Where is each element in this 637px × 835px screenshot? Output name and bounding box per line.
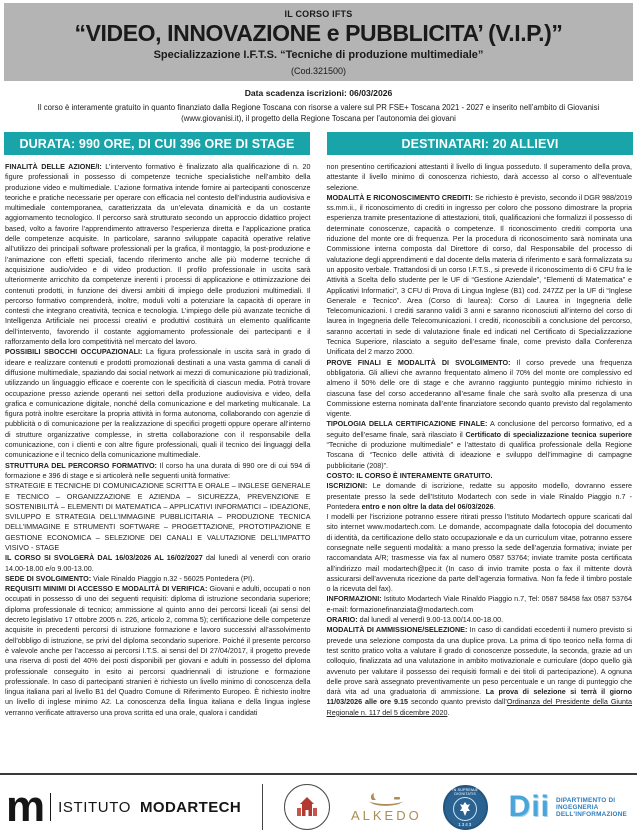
paragraph: ISCRIZIONI: Le domande di iscrizione, redatte su apposito modello, dovranno essere presentate presso la sede dell’Istituto Modartech con sede in viale Rinaldo Piaggio n.7 - Pontedera entro e non oltre la data del 06/03/2026. — [326, 481, 632, 511]
paragraph: MODALITÀ E RICONOSCIMENTO CREDITI: Se richiesto è previsto, secondo il DGR 988/2019 ss.mm.ii., il riconoscimento di crediti in ingresso per coloro che possono dimostrare la propria esperienza tramite presentazione di attestazioni, titoli, qualificazioni che formalizzi il possesso di determinate conoscenze, capacità o competenze. Il riconoscimento crediti comporta una riduzione del monte ore di frequenza. Per la procedura di riconoscimento sarà nominata una Commissione interna composta dal Direttore di corso, dal Responsabile del processo di valutazione degli apprendimenti e dal docente della materia di riferimento e sarà formalizzata su un apposito verbale. Trattandosi di un corso I.F.T.S., si prevede il riconoscimento di 6 CFU fra le Attività a Scelta dello studente per le UF di “Gestione Aziendale”, “Elementi di Matematica” e Applicativi Informatici”, 3 CFU di Prova di Lingua Inglese (B1) cod. 247ZZ per la UF di “Inglese Generale e Tecnico”. Area (Corso di laurea): Corso di Laurea in Ingegneria delle Telecomunicazioni. I crediti saranno validi 3 anni e saranno riconosciuti all’interno del corso di laurea in Ingegneria delle Telecomunicazioni. I crediti, riconoscibili a conclusione del percorso, saranno accertati in sede di valutazione finale ed indicati nel Certificato di Specializzazione Tecnica Superiore, rilasciato a seguito dell’esame finale, come previsto dalla Conferenza Unificata del 2 marzo 2000. — [326, 192, 632, 357]
paragraph: FINALITÀ DELLE AZIONE/I: L’intervento formativo è finalizzato alla qualificazione di n. 20 figure professionali in possesso di competenze tecniche specialistiche nell’ambito della produzione video e multimediale. L’azione formativa intende fornire ai partecipanti conoscenze teoriche e pratiche necessarie per operare con efficacia nel contesto dell’industria audiovisiva e multimediale contemporanea, caratterizzata da un’elevata dinamicità e da un costante aggiornamento tecnologico. Il percorso sarà strutturato secondo un approccio didattico project based, volto a favorire l’apprendimento attraverso l’esperienza diretta e l’applicazione pratica delle competenze acquisite. In particolare, saranno sviluppate capacità operative relative all’utilizzo dei principali software professionali per la grafica, il montaggio, la post-produzione e l’animazione con effetti speciali, facendo riferimento anche alle più moderne tecniche di acquisizione audio/video e di video production. Il profilo professionale in uscita sarà ulteriormente arricchito da competenze inerenti i processi di applicazione e ottimizzazione dei contenuti prodotti, in funzione dei diversi ambiti di impiego delle produzioni multimediali. Il percorso formativo comprenderà, inoltre, moduli volti a potenziare la capacità di operare in contesti che integrano creatività, tecnica e tecnologia. L’impiego delle più avanzate tecniche di Intelligenza Artificiale nei processi creativi e produttivi costituirà un elemento qualificante dell’intervento, favorendo il costante aggiornamento professionale dei partecipanti e il rafforzamento della loro competitività nel mercato del lavoro. — [5, 162, 311, 347]
pisa-seal-icon — [443, 785, 488, 830]
course-kicker: IL CORSO IFTS — [284, 9, 353, 19]
dii-logo — [508, 790, 627, 823]
intro-text: Il corso è interamente gratuito in quanto finanziato dalla Regione Toscana con risorse a valere sul PR FSE+ Toscana 2021 - 2027 e inserito nell’ambito di Giovanisi (www.giovanisi.it), il progetto della Regione Toscana per l’autonomia dei giovani — [37, 103, 600, 123]
course-title: “VIDEO, INNOVAZIONE e PUBBLICITA’ (V.I.P.)” — [74, 20, 563, 46]
pisa-seal-year: 1343 — [458, 821, 473, 827]
recipients-bar: DESTINATARI: 20 ALLIEVI — [327, 132, 633, 155]
paragraph: non presentino certificazioni attestanti il livello di lingua posseduto. Il superamento della prova, attestante il livello minimo di conoscenza richiesto, darà accesso al corso o all’eventuale selezione. — [326, 162, 632, 192]
paragraph: PROVE FINALI E MODALITÀ DI SVOLGIMENTO: Il corso prevede una frequenza obbligatoria. Gli allievi che avranno frequentato almeno il 70% del monte ore complessivo ed almeno il 50% delle ore di stage e che avranno raggiunto punteggio minimo richiesto in ciascuna fase del corso accederanno all’esame finale che sarà svolto alla presenza di una Commissione esterna nominata dall’ente finanziatore secondo quanto previsto dal regolamento vigente. — [326, 357, 632, 419]
section-bars — [4, 132, 633, 155]
dii-label-line2: INGEGNERIA — [556, 803, 599, 811]
paragraph: TIPOLOGIA DELLA CERTIFICAZIONE FINALE: A conclusione del percorso formativo, ed a seguito dell’esame finale, sarà rilasciato il Certificato di specializzazione tecnica superiore “Tecniche di produzione multimediale” e l’attestato di qualifica professionale della Regione Toscana di “Tecnico delle attività di ideazione e sviluppo dell’immagine di campagne pubblicitarie (208)”. — [326, 419, 632, 470]
course-subtitle: Specializzazione I.F.T.S. “Tecniche di produzione multimediale” — [153, 49, 484, 61]
eagle-icon — [458, 801, 472, 817]
paragraph: MODALITÀ DI AMMISSIONE/SELEZIONE: In caso di candidati eccedenti il numero previsto si prevede una selezione composta da una duplice prova. La prima di tipo teorico nella forma di test scritto pratico volta a valutare il grado di conoscenze possedute, la seconda, grazie ad un colloquio, finalizzata ad una valutazione in ambito motivazionale e curriculare (dopo quello già avvenuto per valutare il possesso dei requisiti formali e dei titoli di partecipazione). A ognuna delle prove sarà assegnato preventivamente un peso percentuale e un range di punteggio che darà vita ad una graduatoria di ammissione. La prova di selezione si terrà il giorno 11/03/2026 alle ore 9.15 secondo quanto previsto dall’Ordinanza del Presidente della Giunta Regionale n. 117 del 5 dicembre 2020. — [326, 625, 633, 717]
column-right — [327, 162, 633, 770]
modartech-m-icon: m — [6, 782, 44, 831]
footer-vertical-divider — [262, 784, 263, 830]
dii-label-line3: DELL'INFORMAZIONE — [556, 810, 627, 818]
modartech-logo — [6, 782, 242, 831]
duration-bar: DURATA: 990 ORE, DI CUI 396 ORE DI STAGE — [4, 132, 310, 155]
logo-divider — [50, 793, 51, 821]
seal-building-icon — [294, 794, 320, 820]
dii-label-line1: DIPARTIMENTO DI — [556, 796, 616, 804]
deadline-text: Data scadenza iscrizioni: 06/03/2026 — [244, 88, 393, 98]
modartech-name-label: MODARTECH — [139, 798, 242, 816]
paragraph: INFORMAZIONI: Istituto Modartech Viale Rinaldo Piaggio n.7, Tel: 0587 58458 fax 0587 53764 e-mail: formazionefinanziata@modartech.com — [326, 594, 632, 614]
pisa-seal-emblem — [453, 797, 477, 821]
modartech-istituto-label: ISTITUTO — [58, 798, 131, 816]
paragraph: STRATEGIE E TECNICHE DI COMUNICAZIONE SCRITTA E ORALE – INGLESE GENERALE E TECNICO – ORGANIZZAZIONE E AZIENDA – SICUREZZA, PREVENZIONE E SOSTENIBILITÀ – ELEMENTI DI MATEMATICA – APPLICATIVI INFORMATICI – IDEAZIONE, SVILUPPO E STRATEGIA DELL’IMMAGINE PUBBLICITARIA – PRODUZIONE TECNICA DELL’IMMAGINE E STRUMENTI SOFTWARE – PROGETTAZIONE, PROTOTIPAZIONE E GESTIONE ECONOMICA – SELEZIONE DEI CANALI E VALUTAZIONE DELL’IMPATTO VISIVO - STAGE — [5, 481, 311, 552]
header-band — [4, 3, 633, 81]
partner-seal-icon — [284, 784, 330, 830]
alkedo-logo — [351, 792, 422, 823]
column-left — [5, 162, 311, 770]
paragraph: REQUISITI MINIMI DI ACCESSO E MODALITÀ DI VERIFICA: Giovani e adulti, occupati o non occupati in possesso di uno dei seguenti requisiti: diploma di istruzione secondaria superiore; diploma professionale di tecnico; ammissione al quinto anno dei percorsi liceali (ai sensi del decreto legislativo 17 ottobre 2005 n. 226, articolo 2, comma 5); certificazione delle competenze acquisite in precedenti percorsi di istruzione formazione e lavoro successivi all’assolvimento dell’obbligo di istruzione, se privi del diploma secondario superiore. Poiché il presente percorso è valevole anche per l’accesso ai percorsi I.T.S. ai sensi del DI 27/04/2017, il progetto prevede una riserva di posti del 40% dei posti disponibili per giovani e adulti in possesso del diploma professionale conseguito in esito ai percorsi quadriennali di istruzione e formazione professionale. In caso di partecipanti stranieri è richiesto un livello minimo di conoscenza della lingua italiana pari al livello B1 del Quadro Comune di Riferimento Europeo. È richiesto inoltre un livello di inglese minimo A2. La conoscenza della lingua italiana e della lingua inglese verranno verificate attraverso una prova scritta ed una orale, qualora i candidati — [5, 584, 311, 717]
dii-department-label — [556, 797, 627, 818]
paragraph: STRUTTURA DEL PERCORSO FORMATIVO: Il corso ha una durata di 990 ore di cui 594 di formazione e 396 di stage e si articolerà nelle seguenti unità formative: — [5, 460, 311, 480]
paragraph: I modelli per l’iscrizione potranno essere ritirati presso l’Istituto Modartech oppure scaricati dal sito internet www.modartech.com. Le domande, accompagnate dalla fotocopia del documento di identità, da certificazione dello stato occupazionale e da un curriculum vitae, potranno essere consegnate nelle seguenti modalità: a mano presso la sede dell’agenzia formativa; inviate per raccomandata A/R; trasmesse via fax al numero 0587 53764; inviate tramite posta certificata all’indirizzo mail modartech@pec.it (In caso di invio tramite posta o fax il mittente dovrà assicurarsi dell’avvenuta ricezione da parte dell’agenzia formativa. Non fa fede il timbro postale o la ricevuta del fax). — [326, 512, 632, 594]
paragraph: SEDE DI SVOLGIMENTO: Viale Rinaldo Piaggio n.32 - 56025 Pontedera (PI). — [5, 573, 255, 583]
pisa-seal-motto: IN SUPREMÆ DIGNITATIS — [452, 787, 478, 796]
alkedo-label: ALKEDO — [350, 807, 422, 823]
paragraph: ORARIO: dal lunedì al venerdì 9.00-13.00/14.00-18.00. — [326, 615, 504, 625]
paragraph: IL CORSO SI SVOLGERÀ DAL 16/03/2026 AL 16/02/2027 dal lunedì al venerdì con orario 14.00-18.00 e/o 9.00-13.00. — [5, 553, 311, 573]
paragraph: COSTO: IL CORSO È INTERAMENTE GRATUITO. — [326, 470, 493, 480]
course-code: (Cod.321500) — [290, 66, 347, 76]
dii-acronym: Dii — [508, 790, 551, 823]
boat-icon — [366, 792, 406, 806]
footer-logos — [0, 775, 637, 833]
course-flyer — [0, 3, 637, 835]
body-columns — [0, 155, 637, 770]
paragraph: POSSIBILI SBOCCHI OCCUPAZIONALI: La figura professionale in uscita sarà in grado di ideare e realizzare contenuti e prodotti promozionali destinati a una vasta gamma di canali di diffusione multimediale, spaziando dai social network ai mezzi di comunicazione più tradizionali, utilizzando un linguaggio efficace e coerente con le specificità di ciascun media. Potrà trovare occupazione presso aziende operanti nei settori della produzione audiovisiva e video, della grafica e comunicazione digitale, nonché della comunicazione e del marketing multicanale. La figura potrà inoltre esercitare la propria attività in forma autonoma, collaborando con agenzie di pubblicità o di comunicazione per la realizzazione di specifici progetti oppure operare all’interno di strutture organizzative complesse, in stretta collaborazione con il responsabile della comunicazione, con i clienti e con altre figure professionali, quali il tecnico dei linguaggi della comunicazione e il tecnico della comunicazione multimediale. — [5, 347, 311, 460]
footer — [0, 773, 637, 835]
